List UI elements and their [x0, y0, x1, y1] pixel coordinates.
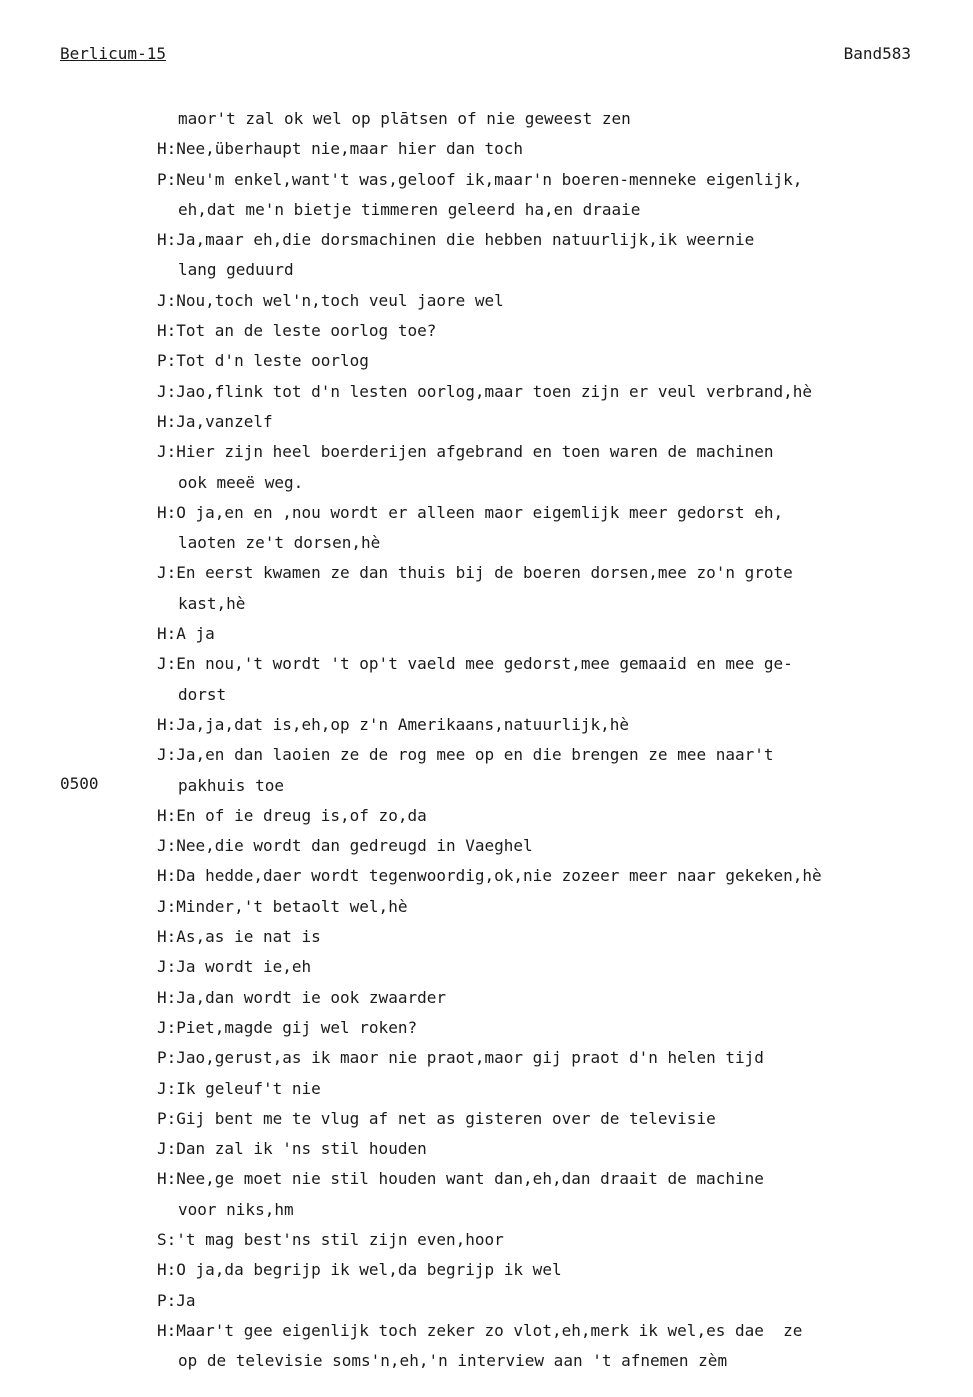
transcript-line: H:Tot an de leste oorlog toe?: [157, 321, 437, 341]
transcript-line: P:Jao,gerust,as ik maor nie praot,maor gij praot d'n helen tijd: [157, 1048, 764, 1068]
page-header-right: Band583: [843, 44, 911, 63]
transcript-line: J:En eerst kwamen ze dan thuis bij de boeren dorsen,mee zo'n grote: [157, 563, 793, 583]
transcript-line: J:Minder,'t betaolt wel,hè: [157, 896, 408, 916]
transcript-line: lang geduurd: [178, 260, 294, 280]
transcript-body: [157, 104, 947, 1376]
transcript-line: H:Ja,ja,dat is,eh,op z'n Amerikaans,natuurlijk,hè: [157, 714, 630, 734]
transcript-line: H:Nee,ge moet nie stil houden want dan,eh,dan draait de machine: [157, 1169, 764, 1189]
transcript-line: J:Piet,magde gij wel roken?: [157, 1017, 418, 1037]
transcript-line: dorst: [178, 684, 227, 704]
transcript-line: H:Maar't gee eigenlijk toch zeker zo vlot,eh,merk ik wel,es dae ze: [157, 1320, 803, 1340]
transcript-line: P:Neu'm enkel,want't was,geloof ik,maar'n boeren-menneke eigenlijk,: [157, 169, 803, 189]
transcript-line: op de televisie soms'n,eh,'n interview aan 't afnemen zèm: [178, 1351, 728, 1371]
transcript-line: J:Ik geleuf't nie: [157, 1078, 321, 1098]
transcript-line: H:O ja,da begrijp ik wel,da begrijp ik wel: [157, 1260, 562, 1280]
transcript-line: J:Jao,flink tot d'n lesten oorlog,maar toen zijn er veul verbrand,hè: [157, 381, 813, 401]
transcript-line: pakhuis toe: [178, 775, 284, 795]
transcript-line: J:Nee,die wordt dan gedreugd in Vaeghel: [157, 836, 533, 856]
transcript-line: S:'t mag best'ns stil zijn even,hoor: [157, 1229, 504, 1249]
transcript-line: kast,hè: [178, 593, 246, 613]
transcript-line: P:Tot d'n leste oorlog: [157, 351, 369, 371]
transcript-line: H:Ja,maar eh,die dorsmachinen die hebben natuurlijk,ik weernie: [157, 230, 755, 250]
transcript-line: H:Ja,vanzelf: [157, 411, 273, 431]
page-header-left: Berlicum-15: [60, 44, 166, 63]
transcript-line: J:Ja,en dan laoien ze de rog mee op en die brengen ze mee naar't: [157, 745, 774, 765]
transcript-line: P:Ja: [157, 1290, 196, 1310]
transcript-line: laoten ze't dorsen,hè: [178, 533, 381, 553]
transcript-line: eh,dat me'n bietje timmeren geleerd ha,en draaie: [178, 199, 641, 219]
transcript-line: H:A ja: [157, 624, 215, 644]
transcript-line: H:Ja,dan wordt ie ook zwaarder: [157, 987, 446, 1007]
transcript-line: J:En nou,'t wordt 't op't vaeld mee gedorst,mee gemaaid en mee ge-: [157, 654, 793, 674]
transcript-line: H:O ja,en en ,nou wordt er alleen maor eigemlijk meer gedorst eh,: [157, 502, 784, 522]
transcript-line: J:Dan zal ik 'ns stil houden: [157, 1139, 427, 1159]
tape-counter-marker: 0500: [60, 774, 99, 793]
transcript-line: ook meeë weg.: [178, 472, 304, 492]
transcript-line: H:As,as ie nat is: [157, 927, 321, 947]
transcript-line: H:Nee,überhaupt nie,maar hier dan toch: [157, 139, 524, 159]
transcript-line: J:Hier zijn heel boerderijen afgebrand en toen waren de machinen: [157, 442, 774, 462]
transcript-line: J:Ja wordt ie,eh: [157, 957, 312, 977]
transcript-line: maor't zal ok wel op plātsen of nie geweest zen: [178, 109, 631, 128]
transcript-line: H:En of ie dreug is,of zo,da: [157, 805, 427, 825]
transcript-line: J:Nou,toch wel'n,toch veul jaore wel: [157, 290, 504, 310]
transcript-line: P:Gij bent me te vlug af net as gisteren over de televisie: [157, 1108, 716, 1128]
transcript-line: voor niks,hm: [178, 1199, 294, 1219]
transcript-line: H:Da hedde,daer wordt tegenwoordig,ok,nie zozeer meer naar gekeken,hè: [157, 866, 822, 886]
